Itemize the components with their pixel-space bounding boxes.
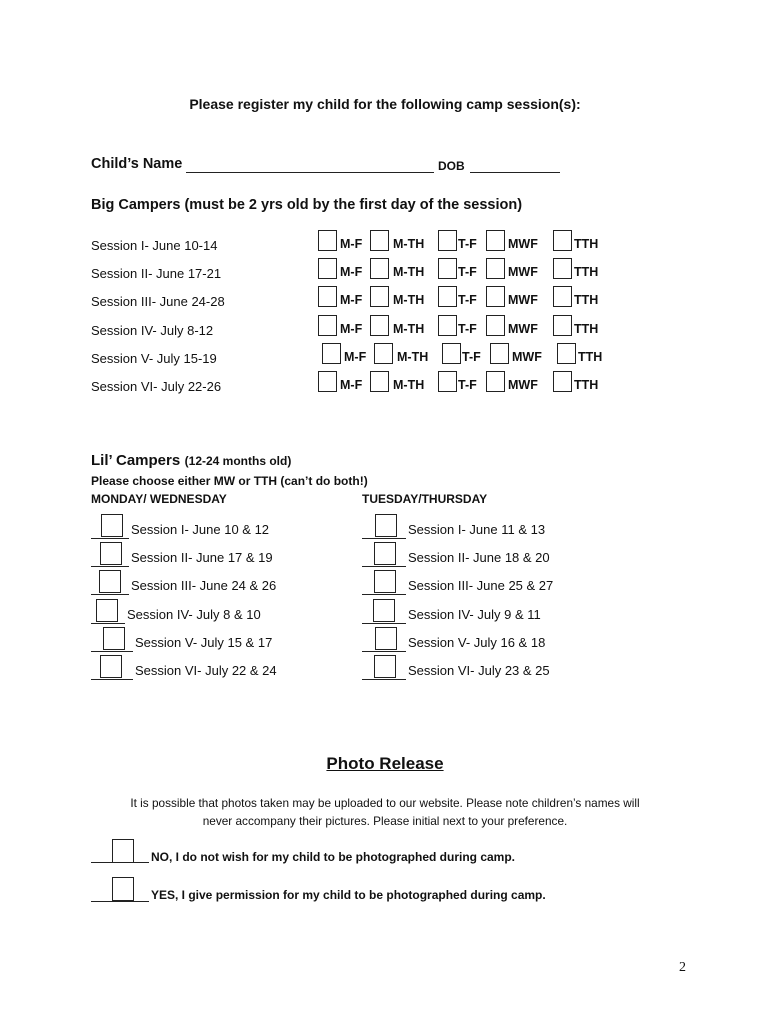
big-session-checkbox-mwf[interactable] [490,343,509,364]
big-session-label: Session I- June 10-14 [91,238,218,253]
lil-session-checkbox[interactable] [375,627,397,650]
lil-session-line [362,538,406,539]
big-session-label: Session II- June 17-21 [91,266,222,281]
lil-session-label: Session III- June 25 & 27 [408,578,554,593]
lil-session-checkbox[interactable] [100,542,122,565]
lil-session-line [362,623,406,624]
form-heading: Please register my child for the following camp session(s): [189,96,581,112]
big-option-label: T-F [458,293,477,307]
yes-initial-box[interactable] [112,877,134,901]
lil-session-label: Session I- June 11 & 13 [408,522,546,537]
big-session-checkbox-mwf[interactable] [486,371,505,392]
lil-campers-age-note: (12-24 months old) [184,454,292,468]
big-option-label: MWF [508,322,538,336]
lil-session-checkbox[interactable] [374,655,396,678]
big-session-checkbox-t-f[interactable] [442,343,461,364]
big-option-label: M-TH [393,265,425,279]
yes-initial-line [91,901,149,902]
big-session-checkbox-t-f[interactable] [438,258,457,279]
big-option-label: M-TH [393,237,425,251]
big-option-label: TTH [574,293,599,307]
big-session-checkbox-m-f[interactable] [318,315,337,336]
big-option-label: TTH [574,322,599,336]
big-option-label: M-TH [393,293,425,307]
big-session-checkbox-m-th[interactable] [370,315,389,336]
big-session-checkbox-tth[interactable] [553,286,572,307]
lil-session-checkbox[interactable] [101,514,123,537]
photo-release-text-line2: never accompany their pictures. Please initial next to your preference. [202,814,568,828]
big-option-label: T-F [458,322,477,336]
big-session-checkbox-m-th[interactable] [370,230,389,251]
lil-session-line [91,651,133,652]
big-session-checkbox-tth[interactable] [553,371,572,392]
big-campers-heading: Big Campers (must be 2 yrs old by the first day of the session) [91,197,523,213]
lil-session-checkbox[interactable] [375,514,397,537]
big-option-label: T-F [462,350,481,364]
big-session-checkbox-mwf[interactable] [486,230,505,251]
big-option-label: M-F [340,293,363,307]
big-session-checkbox-m-f[interactable] [318,371,337,392]
big-session-checkbox-tth[interactable] [553,230,572,251]
big-session-checkbox-m-th[interactable] [370,371,389,392]
lil-session-label: Session V- July 16 & 18 [408,635,546,650]
lil-session-checkbox[interactable] [103,627,125,650]
big-option-label: T-F [458,237,477,251]
big-option-label: MWF [508,237,538,251]
big-option-label: M-F [340,322,363,336]
big-session-checkbox-mwf[interactable] [486,286,505,307]
lil-session-label: Session VI- July 22 & 24 [135,663,277,678]
lil-session-checkbox[interactable] [99,570,121,593]
big-session-label: Session III- June 24-28 [91,294,225,309]
lil-session-line [91,623,125,624]
big-session-label: Session V- July 15-19 [91,351,217,366]
big-session-checkbox-tth[interactable] [553,258,572,279]
photo-release-title: Photo Release [326,754,444,773]
big-option-label: M-F [340,265,363,279]
big-session-checkbox-t-f[interactable] [438,230,457,251]
dob-field[interactable] [470,172,560,173]
big-session-checkbox-m-f[interactable] [318,258,337,279]
big-session-checkbox-tth[interactable] [557,343,576,364]
lil-session-checkbox[interactable] [374,542,396,565]
lil-session-line [91,594,129,595]
lil-session-checkbox[interactable] [100,655,122,678]
lil-session-line [362,566,406,567]
page-number: 2 [679,960,686,975]
lil-campers-heading: Lil’ Campers [91,452,181,469]
big-session-label: Session VI- July 22-26 [91,379,222,394]
big-session-checkbox-m-th[interactable] [370,286,389,307]
child-name-field[interactable] [186,172,434,173]
big-option-label: MWF [508,378,538,392]
dob-label: DOB [438,159,465,173]
column-header-mw: MONDAY/ WEDNESDAY [91,492,227,506]
big-session-checkbox-m-f[interactable] [322,343,341,364]
big-session-checkbox-m-th[interactable] [374,343,393,364]
big-option-label: MWF [508,265,538,279]
lil-session-line [91,538,129,539]
big-option-label: TTH [574,237,599,251]
lil-session-checkbox[interactable] [374,570,396,593]
lil-session-label: Session II- June 17 & 19 [131,550,273,565]
big-session-checkbox-mwf[interactable] [486,258,505,279]
big-option-label: M-TH [393,322,425,336]
yes-option-label: YES, I give permission for my child to be photographed during camp. [151,888,546,902]
lil-session-label: Session II- June 18 & 20 [408,550,550,565]
big-option-label: TTH [574,378,599,392]
big-option-label: M-TH [393,378,425,392]
big-option-label: MWF [512,350,542,364]
big-option-label: TTH [574,265,599,279]
lil-session-line [362,651,406,652]
lil-session-label: Session VI- July 23 & 25 [408,663,550,678]
column-header-tth: TUESDAY/THURSDAY [362,492,488,506]
lil-session-checkbox[interactable] [373,599,395,622]
big-option-label: T-F [458,265,477,279]
no-initial-box[interactable] [112,839,134,863]
lil-campers-instruction: Please choose either MW or TTH (can’t do both!) [91,474,368,488]
big-option-label: T-F [458,378,477,392]
lil-session-label: Session V- July 15 & 17 [135,635,273,650]
lil-session-line [362,679,406,680]
big-option-label: M-F [340,237,363,251]
lil-session-line [91,566,129,567]
no-option-label: NO, I do not wish for my child to be photographed during camp. [151,850,515,864]
lil-session-label: Session IV- July 8 & 10 [127,607,261,622]
photo-release-text-line1: It is possible that photos taken may be uploaded to our website. Please note children’s names will [130,796,640,810]
big-session-checkbox-m-th[interactable] [370,258,389,279]
lil-session-label: Session III- June 24 & 26 [131,578,277,593]
big-option-label: TTH [578,350,603,364]
big-session-checkbox-m-f[interactable] [318,286,337,307]
big-option-label: M-F [340,378,363,392]
lil-campers-heading-row [91,452,291,470]
big-option-label: M-F [344,350,367,364]
big-option-label: M-TH [397,350,429,364]
big-option-label: MWF [508,293,538,307]
big-session-checkbox-mwf[interactable] [486,315,505,336]
big-session-label: Session IV- July 8-12 [91,323,214,338]
big-session-checkbox-m-f[interactable] [318,230,337,251]
big-session-checkbox-tth[interactable] [553,315,572,336]
big-session-checkbox-t-f[interactable] [438,286,457,307]
lil-session-label: Session I- June 10 & 12 [131,522,270,537]
big-session-checkbox-t-f[interactable] [438,371,457,392]
big-session-checkbox-t-f[interactable] [438,315,457,336]
lil-session-label: Session IV- July 9 & 11 [408,607,541,622]
lil-session-line [362,594,406,595]
lil-session-line [91,679,133,680]
child-name-label: Child’s Name [91,156,183,172]
lil-session-checkbox[interactable] [96,599,118,622]
